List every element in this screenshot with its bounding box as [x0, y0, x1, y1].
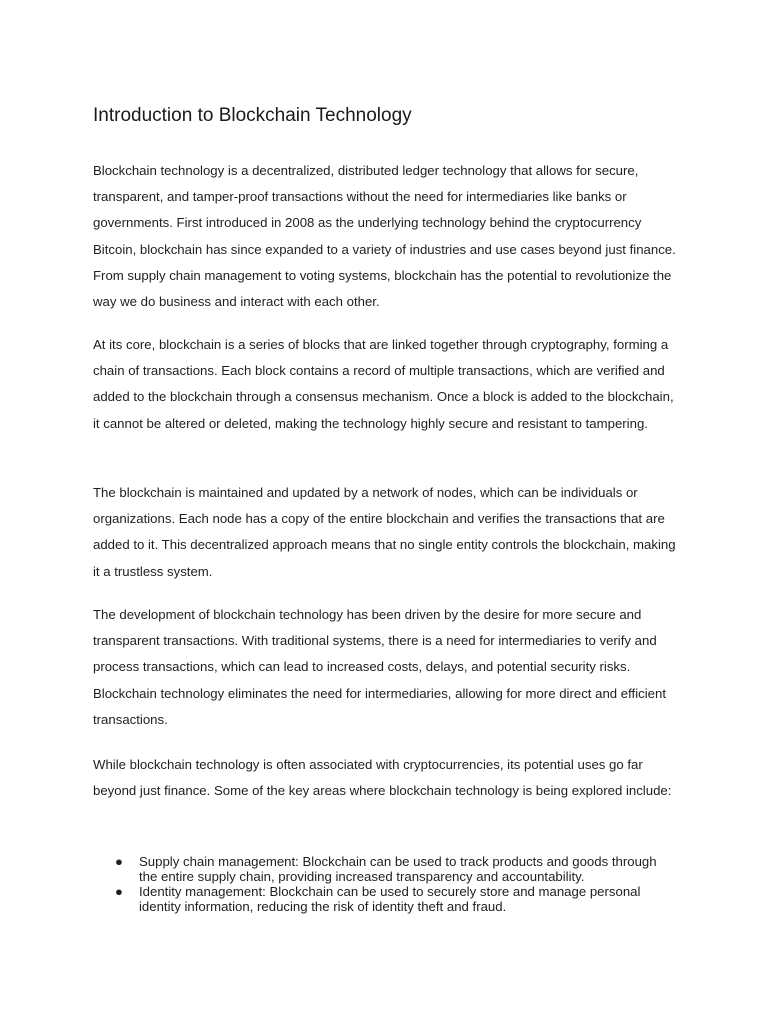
bullet-icon: ●	[115, 884, 123, 899]
bullet-icon: ●	[115, 854, 123, 869]
paragraph-5: While blockchain technology is often associated with cryptocurrencies, its potential uses go far beyond just finance. Some of the key areas where blockchain technology is being explored include:	[93, 757, 672, 799]
list-item-text: Identity management: Blockchain can be used to securely store and manage personal identity information, reducing the risk of identity theft and fraud.	[139, 884, 641, 914]
paragraph-3: The blockchain is maintained and updated by a network of nodes, which can be individuals or organizations. Each node has a copy of the entire blockchain and verifies the transactions that are added to it. This decentralized approach means that no single entity controls the blockchain, making it a trustless system.	[93, 485, 676, 579]
list-item-text: Supply chain management: Blockchain can be used to track products and goods through the entire supply chain, providing increased transparency and accountability.	[139, 854, 657, 884]
list-item	[93, 854, 678, 884]
paragraph-2: At its core, blockchain is a series of blocks that are linked together through cryptography, forming a chain of transactions. Each block contains a record of multiple transactions, which are verified and added to the blockchain through a consensus mechanism. Once a block is added to the blockchain, it cannot be altered or deleted, making the technology highly secure and resistant to tampering.	[93, 337, 674, 431]
paragraph-4: The development of blockchain technology has been driven by the desire for more secure and transparent transactions. With traditional systems, there is a need for intermediaries to verify and process transactions, which can lead to increased costs, delays, and potential security risks. Blockchain technology eliminates the need for intermediaries, allowing for more direct and efficient transactions.	[93, 607, 666, 727]
paragraph-1: Blockchain technology is a decentralized, distributed ledger technology that allows for secure, transparent, and tamper-proof transactions without the need for intermediaries like banks or governments. First introduced in 2008 as the underlying technology behind the cryptocurrency Bitcoin, blockchain has since expanded to a variety of industries and use cases beyond just finance. From supply chain management to voting systems, blockchain has the potential to revolutionize the way we do business and interact with each other.	[93, 163, 676, 310]
bullet-list	[93, 854, 678, 914]
document-title: Introduction to Blockchain Technology	[93, 105, 412, 126]
list-item	[93, 884, 678, 914]
